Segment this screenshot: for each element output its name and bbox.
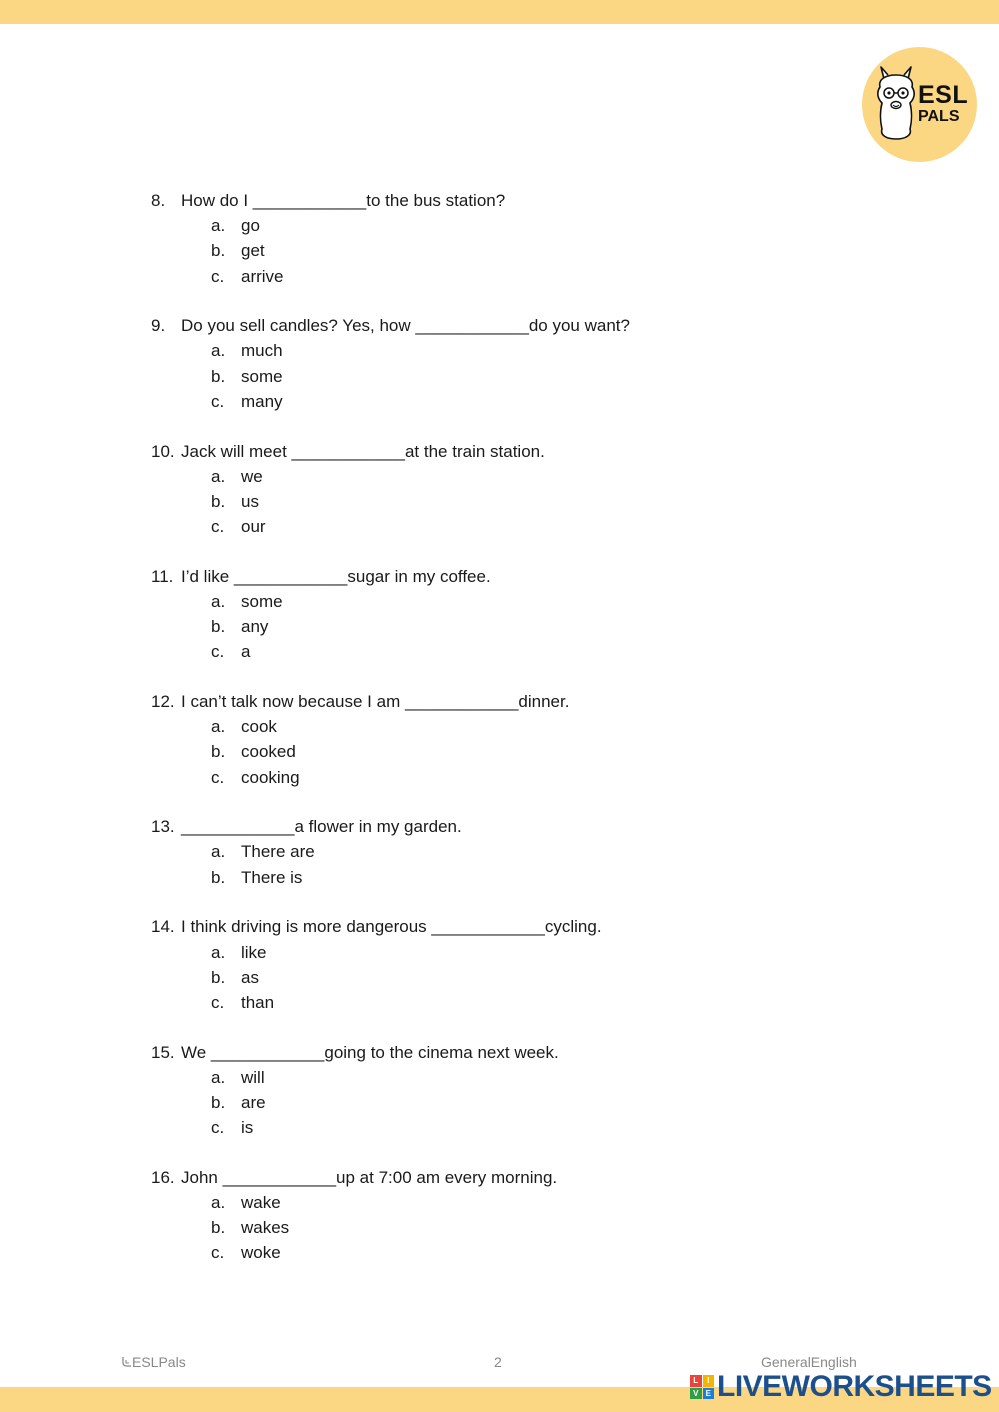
question-15	[0, 1040, 999, 1141]
icon-tile-v: V	[690, 1388, 702, 1400]
esl-pals-logo	[862, 47, 977, 162]
option-letter: c.	[211, 1118, 225, 1138]
option-text: are	[241, 1092, 266, 1112]
option-text: much	[241, 341, 283, 361]
question-number: 16.	[151, 1167, 175, 1187]
answer-option[interactable]	[0, 614, 999, 639]
option-text: There are	[241, 842, 315, 862]
option-text: us	[241, 491, 259, 511]
option-letter: a.	[211, 1193, 226, 1212]
option-text: our	[241, 517, 266, 537]
option-letter: c.	[211, 992, 225, 1012]
question-number: 9.	[151, 316, 166, 336]
question-14	[0, 914, 999, 1015]
option-letter: a.	[211, 842, 226, 862]
answer-option[interactable]	[0, 839, 999, 864]
answer-option[interactable]	[0, 489, 999, 514]
answer-option[interactable]	[0, 739, 999, 764]
icon-tile-e: E	[703, 1388, 715, 1400]
answer-option[interactable]	[0, 865, 999, 890]
option-text: like	[241, 942, 267, 962]
option-text: get	[241, 241, 265, 261]
question-text: ____________a flower in my garden.	[181, 817, 462, 837]
question-10	[0, 439, 999, 540]
option-letter: c.	[211, 517, 225, 537]
option-text: go	[241, 216, 260, 236]
answer-option[interactable]	[0, 1090, 999, 1115]
option-letter: a.	[211, 341, 226, 361]
footer-course: GeneralEnglish	[761, 1354, 857, 1370]
answer-option[interactable]	[0, 238, 999, 263]
option-letter: c.	[211, 767, 225, 787]
option-letter: a.	[211, 466, 226, 486]
option-text: a	[241, 642, 251, 662]
option-text: wakes	[241, 1218, 290, 1238]
question-9	[0, 313, 999, 414]
icon-tile-l: L	[690, 1375, 702, 1387]
question-number: 13.	[151, 817, 175, 837]
option-text: woke	[241, 1243, 281, 1263]
option-letter: c.	[211, 1243, 225, 1263]
option-letter: a.	[211, 216, 226, 236]
liveworksheets-text: LIVEWORKSHEETS	[717, 1370, 992, 1403]
answer-option[interactable]	[0, 389, 999, 414]
question-12	[0, 689, 999, 790]
option-text: we	[241, 466, 263, 486]
option-letter: b.	[211, 1218, 226, 1238]
option-text: any	[241, 617, 269, 637]
logo-line-esl: ESL	[918, 81, 969, 109]
question-text: John ____________up at 7:00 am every morning.	[181, 1167, 558, 1187]
answer-option[interactable]	[0, 1115, 999, 1140]
answer-option[interactable]	[0, 765, 999, 790]
option-text: cooked	[241, 742, 296, 762]
answer-option[interactable]	[0, 965, 999, 990]
answer-option[interactable]	[0, 364, 999, 389]
option-letter: b.	[211, 491, 226, 511]
option-text: cook	[241, 717, 277, 737]
question-11	[0, 564, 999, 665]
option-text: as	[241, 967, 259, 987]
question-number: 8.	[151, 191, 166, 210]
question-text: Do you sell candles? Yes, how ____________do you want?	[181, 316, 630, 336]
answer-option[interactable]	[0, 1240, 999, 1265]
answer-option[interactable]	[0, 464, 999, 489]
question-number: 15.	[151, 1042, 175, 1062]
option-letter: a.	[211, 591, 226, 611]
answer-option[interactable]	[0, 338, 999, 363]
logo-line-pals: PALS	[918, 108, 960, 125]
option-text: arrive	[241, 266, 284, 286]
option-text: There is	[241, 867, 303, 887]
option-text: than	[241, 992, 275, 1012]
option-letter: b.	[211, 617, 226, 637]
option-text: some	[241, 366, 283, 386]
option-letter: b.	[211, 967, 226, 987]
answer-option[interactable]	[0, 213, 999, 238]
answer-option[interactable]	[0, 1190, 999, 1215]
option-text: some	[241, 591, 283, 611]
option-text: many	[241, 391, 283, 411]
answer-option[interactable]	[0, 264, 999, 289]
option-text: will	[241, 1067, 265, 1087]
question-number: 10.	[151, 441, 175, 461]
option-letter: a.	[211, 1067, 226, 1087]
icon-tile-i: I	[703, 1375, 715, 1387]
liveworksheets-icon	[690, 1375, 714, 1399]
answer-option[interactable]	[0, 589, 999, 614]
option-text: is	[241, 1118, 254, 1138]
question-number: 11.	[151, 566, 174, 586]
option-letter: a.	[211, 942, 226, 962]
option-letter: c.	[211, 642, 225, 662]
answer-option[interactable]	[0, 1065, 999, 1090]
answer-option[interactable]	[0, 639, 999, 664]
logo-wordmark	[918, 83, 968, 125]
liveworksheets-watermark	[690, 1370, 992, 1404]
question-16	[0, 1165, 999, 1266]
answer-option[interactable]	[0, 514, 999, 539]
footer-brand-text: ESLPals	[132, 1354, 186, 1370]
eslpals-mark-icon	[120, 1356, 132, 1368]
option-letter: c.	[211, 391, 225, 411]
top-accent-bar	[0, 0, 999, 24]
option-letter: a.	[211, 717, 226, 737]
question-8	[0, 188, 999, 289]
question-number: 14.	[151, 917, 175, 937]
question-text: I’d like ____________sugar in my coffee.	[181, 566, 491, 586]
option-letter: b.	[211, 241, 226, 261]
question-number: 12.	[151, 692, 175, 711]
answer-option[interactable]	[0, 940, 999, 965]
option-letter: b.	[211, 366, 226, 386]
question-text: I can’t talk now because I am ____________dinner.	[181, 692, 570, 711]
option-letter: b.	[211, 1092, 226, 1112]
option-letter: b.	[211, 867, 226, 887]
question-text: How do I ____________to the bus station?	[181, 191, 506, 210]
llama-icon	[872, 65, 920, 143]
question-text: I think driving is more dangerous ____________cycling.	[181, 917, 602, 937]
question-text: Jack will meet ____________at the train station.	[181, 441, 545, 461]
question-13	[0, 814, 999, 890]
footer-brand	[120, 1353, 186, 1371]
option-letter: c.	[211, 266, 225, 286]
question-text: We ____________going to the cinema next week.	[181, 1042, 559, 1062]
question-list	[0, 188, 999, 1290]
page-number: 2	[494, 1354, 502, 1370]
answer-option[interactable]	[0, 714, 999, 739]
answer-option[interactable]	[0, 990, 999, 1015]
option-text: cooking	[241, 767, 300, 787]
option-text: wake	[241, 1193, 281, 1212]
answer-option[interactable]	[0, 1215, 999, 1240]
option-letter: b.	[211, 742, 226, 762]
